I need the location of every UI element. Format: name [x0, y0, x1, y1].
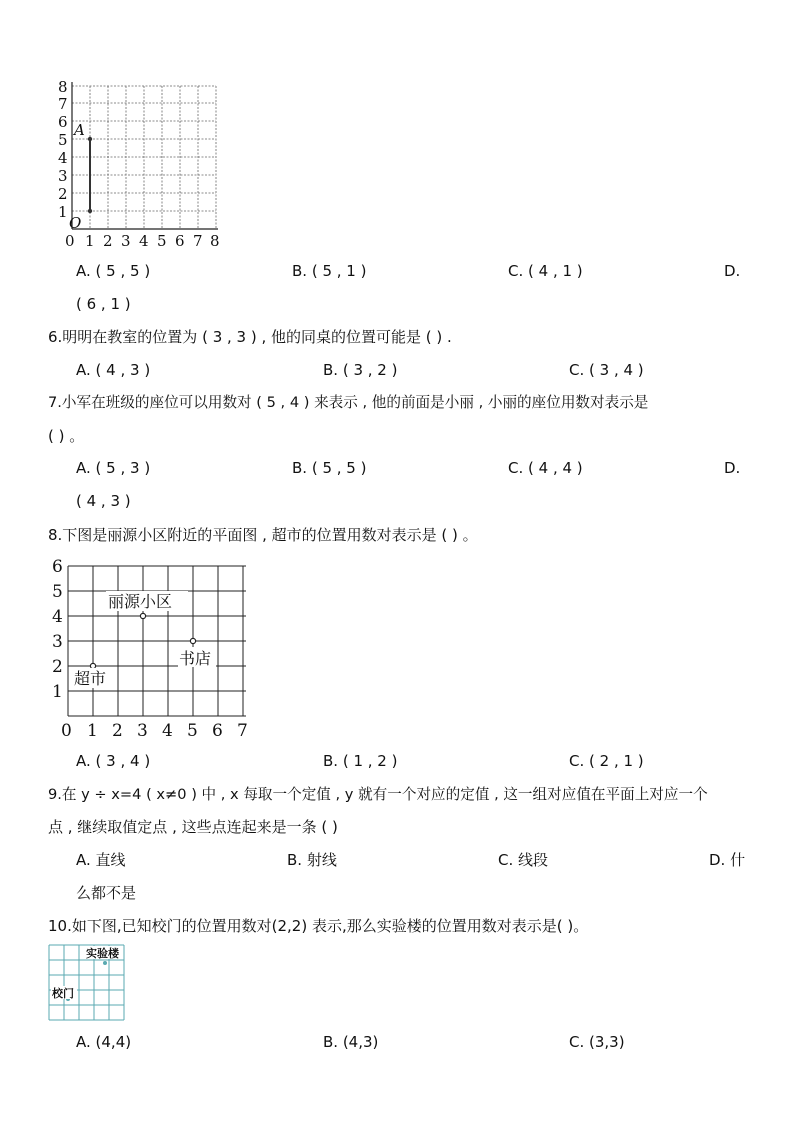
q8-point-supermarket [90, 663, 95, 668]
q8-option-a[interactable]: A. ( 3 , 4 ) [76, 752, 151, 770]
q8-y-tick-6: 6 [52, 557, 63, 577]
q5-option-a[interactable]: A. ( 5 , 5 ) [76, 262, 151, 280]
q8-x-tick-4: 4 [162, 721, 173, 740]
q5-option-c[interactable]: C. ( 4 , 1 ) [508, 262, 583, 280]
q10-option-c[interactable]: C. (3,3) [569, 1033, 625, 1051]
q8-x-tick-7: 7 [237, 721, 248, 740]
q5-axes [72, 82, 218, 229]
q6-option-c[interactable]: C. ( 3 , 4 ) [569, 361, 644, 379]
q10-option-a[interactable]: A. (4,4) [76, 1033, 132, 1051]
q10-label-gate: 校门 [52, 987, 74, 1000]
q9-option-d-letter[interactable]: D. 什 [709, 851, 746, 869]
q6-option-b[interactable]: B. ( 3 , 2 ) [323, 361, 398, 379]
q8-label-supermarket: 超市 [74, 669, 107, 688]
q8-y-tick-5: 5 [52, 582, 63, 602]
q5-x-tick-6: 6 [175, 232, 185, 250]
q5-option-d-letter[interactable]: D. [724, 262, 741, 280]
q5-x-tick-4: 4 [139, 232, 149, 250]
q5-option-d-value[interactable]: ( 6 , 1 ) [76, 295, 131, 313]
q8-y-tick-4: 4 [52, 607, 63, 627]
q5-y-tick-3: 3 [58, 167, 68, 185]
q8-map-chart [48, 556, 258, 740]
q6-option-a[interactable]: A. ( 4 , 3 ) [76, 361, 151, 379]
q5-label-a: A [74, 121, 85, 139]
q8-x-tick-0: 0 [61, 721, 72, 740]
q7-option-d-value[interactable]: ( 4 , 3 ) [76, 492, 131, 510]
q9-option-c[interactable]: C. 线段 [498, 851, 549, 869]
q8-point-community [140, 613, 145, 618]
q8-x-tick-3: 3 [137, 721, 148, 740]
q8-option-b[interactable]: B. ( 1 , 2 ) [323, 752, 398, 770]
q5-grid-lines [72, 86, 216, 229]
q10-point-lab [103, 961, 107, 965]
q9-option-a[interactable]: A. 直线 [76, 851, 126, 869]
q10-label-lab: 实验楼 [86, 947, 119, 960]
q5-x-tick-7: 7 [193, 232, 203, 250]
q5-y-tick-7: 7 [58, 95, 68, 113]
q8-grid-lines [68, 566, 246, 716]
q7-option-c[interactable]: C. ( 4 , 4 ) [508, 459, 583, 477]
q5-y-tick-6: 6 [58, 113, 68, 131]
q5-label-o: O [69, 214, 82, 232]
q7-option-b[interactable]: B. ( 5 , 5 ) [292, 459, 367, 477]
q8-y-tick-1: 1 [52, 682, 63, 702]
q8-x-tick-2: 2 [112, 721, 123, 740]
q8-x-tick-1: 1 [87, 721, 98, 740]
q5-y-tick-1: 1 [58, 203, 68, 221]
q10-map-chart [47, 943, 127, 1023]
q5-x-tick-0: 0 [65, 232, 75, 250]
q6-question-text: 6.明明在教室的位置为 ( 3 , 3 ) , 他的同桌的位置可能是 ( ) . [48, 328, 452, 346]
q7-option-a[interactable]: A. ( 5 , 3 ) [76, 459, 151, 477]
q8-y-tick-2: 2 [52, 657, 63, 677]
q9-question-line2: 点 , 继续取值定点 , 这些点连起来是一条 ( ) [48, 818, 338, 836]
q5-grid-chart [55, 78, 225, 250]
q8-y-tick-3: 3 [52, 632, 63, 652]
q5-point-a [88, 137, 92, 141]
q5-x-tick-1: 1 [85, 232, 95, 250]
q5-y-tick-4: 4 [58, 149, 68, 167]
q5-x-tick-2: 2 [103, 232, 113, 250]
q9-question-line1: 9.在 y ÷ x=4 ( x≠0 ) 中 , x 每取一个定值 , y 就有一个对应的定值 , 这一组对应值在平面上对应一个 [48, 786, 708, 803]
q8-label-community: 丽源小区 [108, 592, 173, 611]
q9-option-d-value[interactable]: 么都不是 [76, 884, 137, 902]
q5-x-tick-3: 3 [121, 232, 131, 250]
q8-point-bookstore [190, 638, 195, 643]
q5-point-o [88, 209, 92, 213]
q8-x-tick-5: 5 [187, 721, 198, 740]
q5-y-tick-2: 2 [58, 185, 68, 203]
q5-x-tick-5: 5 [157, 232, 167, 250]
q5-option-b[interactable]: B. ( 5 , 1 ) [292, 262, 367, 280]
q5-y-tick-8: 8 [58, 78, 68, 96]
q10-option-b[interactable]: B. (4,3) [323, 1033, 379, 1051]
q8-label-bookstore: 书店 [179, 649, 212, 668]
q5-x-tick-8: 8 [210, 232, 220, 250]
q9-option-b[interactable]: B. 射线 [287, 851, 337, 869]
q5-y-tick-5: 5 [58, 131, 68, 149]
q7-question-line2: ( ) 。 [48, 427, 85, 445]
q10-question-text: 10.如下图,已知校门的位置用数对(2,2) 表示,那么实验楼的位置用数对表示是( )。 [48, 917, 589, 935]
q7-question-line1: 7.小军在班级的座位可以用数对 ( 5 , 4 ) 来表示 , 他的前面是小丽 , 小丽的座位用数对表示是 [48, 394, 649, 411]
q7-option-d-letter[interactable]: D. [724, 459, 741, 477]
q8-x-tick-6: 6 [212, 721, 223, 740]
q8-question-text: 8.下图是丽源小区附近的平面图 , 超市的位置用数对表示是 ( ) 。 [48, 526, 478, 544]
q8-option-c[interactable]: C. ( 2 , 1 ) [569, 752, 644, 770]
